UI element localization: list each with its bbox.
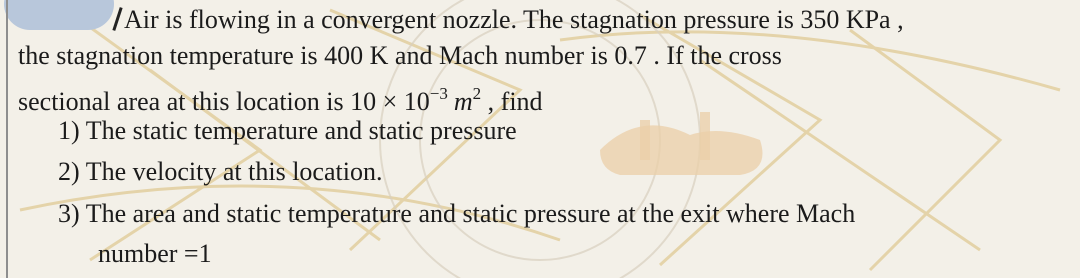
problem-line-1: Air is flowing in a convergent nozzle. The stagnation pressure is 350 KPa ,: [124, 5, 904, 34]
list-item: 3) The area and static temperature and static pressure at the exit where Mach: [58, 199, 856, 228]
list-item: 1) The static temperature and static pressure: [58, 116, 517, 145]
list-item: 2) The velocity at this location.: [58, 157, 383, 186]
problem-line-3: [18, 78, 543, 118]
list-item-continuation: number =1: [98, 239, 212, 268]
arabic-watermark-glyphs: [600, 125, 763, 175]
problem-line-2: the stagnation temperature is 400 K and Mach number is 0.7 . If the cross: [18, 41, 782, 70]
area-unit: m: [453, 87, 473, 116]
find-text: , find: [481, 87, 543, 116]
redacted-avatar: [4, 0, 114, 30]
area-text: sectional area at this location is 10 × 10: [18, 87, 430, 116]
left-border: [6, 0, 8, 278]
area-exponent: −3: [429, 84, 448, 103]
area-unit-exponent: 2: [472, 84, 482, 103]
